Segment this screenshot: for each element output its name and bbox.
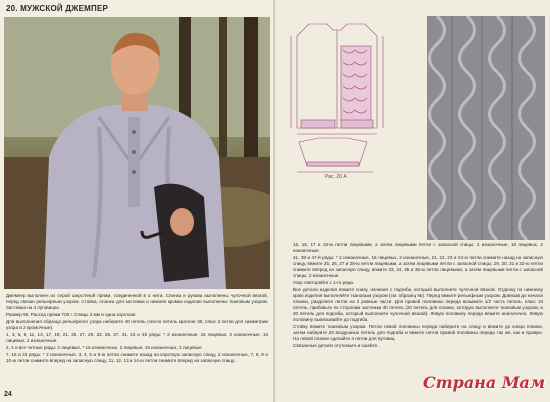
pattern-diagram xyxy=(289,16,407,180)
left-text-column xyxy=(6,293,268,397)
paragraph: 1, 3, 5, 9, 11, 13, 17, 19, 21, 25, 27, 29, 33, 35, 37, 41, 43 и 45 ряды: * 2 изнаночные, 16 лицевых, 2 изнаночные, 16 лицевых, 2 изнаночные. xyxy=(6,332,268,343)
sweater-model-illustration xyxy=(4,17,270,289)
right-page xyxy=(275,0,550,402)
paragraph: 31, 39 и 47-й ряды: * 2 изнаночные, 16 лицевых, 2 изнаночные, 21, 22, 23 и 24-ю петли снимите назад на запасную спицу, вяжите 25, 26, 27 и 28-ю петли лицевыми, а затем лицевыми петли с запасной спицы; 29, 30, 31 и 32-ю петли снимите вперед на запасную спицу, вяжите 33, 34, 35 и 36-ю петли лицевыми, а затем лицевыми петли с запасной спицы, 2 изнаночные. xyxy=(293,255,543,278)
page-number: 24 xyxy=(4,391,12,398)
section-heading: 20. МУЖСКОЙ ДЖЕМПЕР xyxy=(6,4,109,13)
model-photo xyxy=(4,17,270,289)
paragraph: Размер 56. Расход пряжи 700 г. Спицы 2 мм и одна короткая. xyxy=(6,312,137,317)
knit-swatch-photo xyxy=(427,16,545,240)
paragraph: Связанные детали отутюжьте и сшейте. xyxy=(293,343,379,348)
figure-label: Рис. 20 А xyxy=(325,174,347,180)
pattern-schematic xyxy=(289,16,407,180)
paragraph: Все детали изделия вяжите снизу, начиная с подгиба, который выполните чулочной вязкой. Отделку по нижнему краю изделия выполняйте ткановым узором (см. образец №). Перед вяжите рельефным узором. Довязав до начала планки, разделите петли на 2 равные части. Для правой половины переда возьмите 1/2 часть петель, плюс 10 петель, прибавьте по сторонам застежки 40 петель (20 петель для планки, которую выполните ткановым узором, и 20 петель для подгиба, который выполните чулочной вязкой). Левую половину переда вяжите аналогично. Левую половину вывязывайте до подгиба. xyxy=(293,287,543,322)
paragraph: 15, 16, 17 и 18-ю петли лицевыми, а затем лицевыми петли с запасной спицы; 2 изнаночные, 16 лицевых, 2 изнаночные. xyxy=(293,242,543,253)
paragraph: Джемпер выполнен из серой шерстяной пряжи, соединенной в 4 нити. Спинка и рукава выполнены чулочной вязкой, перед связан рельефным узором. Стойка, планка для застежки и нижняя кромка изделия выполнены ткановым узором. Застежка на 4 пуговицах. xyxy=(6,293,268,310)
paragraph: Стойку вяжите ткановым узором. Петли левой половины переда наберите на спицу и вяжите до конца планки, затем наберите 20 воздушных петель для подгиба и вяжите петли правой половины переда так же, как и правую. На левой планке сделайте 4 петли для пуговиц. xyxy=(293,324,543,341)
paragraph: Узор повторяйте с 1-го ряда. xyxy=(293,280,355,285)
paragraph: 2, 4 и все четные ряды: 2 лицевые, * 16 изнаночных, 2 лицевые, 16 изнаночных, 2 лицевые. xyxy=(6,345,203,350)
paragraph: Для выполнения образца рельефного узора наберите 40 петель (число петель кратное 36, плюс 2 петли для симметрии узора и 2 кромочные). xyxy=(6,319,268,330)
site-watermark: Страна Мам xyxy=(423,373,546,392)
paragraph: 7, 15 и 23 ряды: * 2 изнаночные, 3, 4, 5 и 6-ю петли снимите назад на короткую запасную спицу, 2 изнаночные, 7, 8, 9 и 10-ю петли снимите вперед на запасную спицу, 11, 12, 13 и 14-ю петли снимите вперед на запасную спицу... xyxy=(6,352,268,363)
cable-knit-texture xyxy=(427,16,545,240)
